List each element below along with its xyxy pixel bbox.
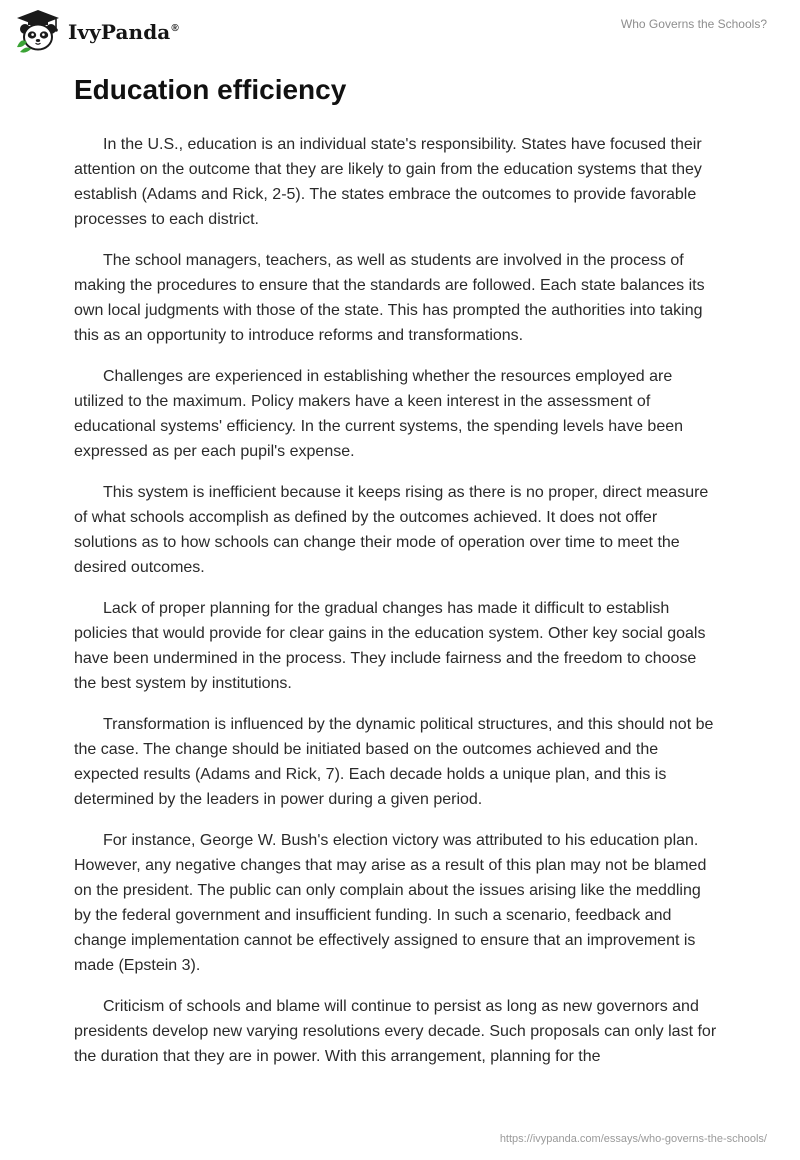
paragraph: For instance, George W. Bush's election victory was attributed to his education plan. However, any negative changes that may arise as a result of this plan may not be blamed on the president. The public can only complain about the issues arising like the meddling by the federal government and insufficient funding. In such a scenario, feedback and change implementation cannot be effectively assigned to ensure that an improvement is made (Epstein 3). (74, 832, 707, 974)
registered-mark: ® (171, 23, 179, 35)
brand-name: IvyPanda® (68, 20, 179, 44)
paragraph: Criticism of schools and blame will continue to persist as long as new governors and presidents develop new varying resolutions every decade. Such proposals can only last for the duration that they are in power. With this arrangement, planning for the (74, 998, 717, 1065)
paragraph: This system is inefficient because it keeps rising as there is no proper, direct measure of what schools accomplish as defined by the outcomes achieved. It does not offer solutions as to how schools can change their mode of operation over time to meet the desired outcomes. (74, 484, 709, 576)
document-title: Who Governs the Schools? (620, 17, 767, 31)
panda-graduate-icon (14, 9, 62, 53)
ivypanda-logo[interactable] (14, 9, 179, 53)
page-header (0, 0, 800, 60)
paragraph: Challenges are experienced in establishing whether the resources employed are utilized to the maximum. Policy makers have a keen interest in the assessment of educational systems' efficiency. In the current systems, the spending levels have been expressed as per each pupil's expense. (74, 368, 684, 460)
paragraph: Transformation is influenced by the dynamic political structures, and this should not be the case. The change should be initiated based on the outcomes achieved and the expected results (Adams and Rick, 7). Each decade holds a unique plan, and this is determined by the leaders in power during a given period. (74, 716, 714, 808)
article-heading: Education efficiency (74, 74, 347, 105)
article-body (74, 70, 722, 1085)
paragraph: The school managers, teachers, as well as students are involved in the process of making the procedures to ensure that the standards are followed. Each state balances its own local judgments with those of the state. This has prompted the authorities into taking this as an opportunity to introduce reforms and transformations. (74, 252, 705, 344)
paragraph: Lack of proper planning for the gradual changes has made it difficult to establish policies that would provide for clear gains in the education system. Other key social goals have been undermined in the process. They include fairness and the freedom to choose the best system by institutions. (74, 600, 706, 692)
source-url[interactable]: https://ivypanda.com/essays/who-governs-the-schools/ (499, 1133, 767, 1145)
paragraph: In the U.S., education is an individual state's responsibility. States have focused their attention on the outcome that they are likely to gain from the education systems that they establish (Adams and Rick, 2-5). The states embrace the outcomes to provide favorable processes to each district. (74, 136, 702, 228)
